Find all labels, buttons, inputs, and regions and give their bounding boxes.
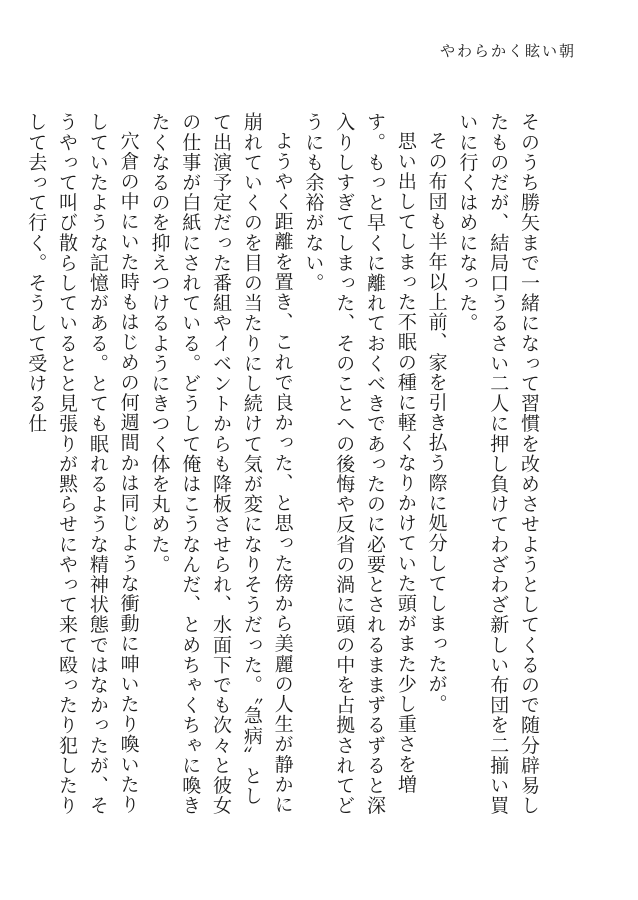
- paragraph: そのうち勝矢まで一緒になって習慣を改めさせようとしてくるので随分辟易したものだが、結局口うるさい二人に押し負けてわざわざ新しい布団を二揃い買いに行くはめになった。: [456, 112, 540, 816]
- paragraph: その布団も半年以上前、家を引き払う際に処分してしまったが。: [425, 131, 448, 714]
- running-header-title: やわらかく眩い朝: [439, 42, 576, 60]
- paragraph: ようやく距離を置き、これで良かった、と思った傍から美麗の人生が静かに崩れていくのを目の当たりにし続けて気が変になりそうだった。〝急病〟として出演予定だった番組やイベントからも降板させられ、水面下でも次々と彼女の仕事が白紙にされている。どうして俺はこうなんだ、とめちゃくちゃに喚きたくなるのを抑えつけるようにきつく体を丸めた。: [148, 112, 294, 816]
- paragraph: 思い出してしまった不眠の種に軽くなりかけていた頭がまた少し重さを増す。もっと早くに離れておくべきであったのに必要とされるままずるずると深入りしすぎてしまった、そのことへの後悔や反省の渦に頭の中を占拠されてどうにも余裕がない。: [302, 112, 417, 816]
- paragraph: 穴倉の中にいた時もはじめの何週間かは同じような衝動に呻いたり喚いたりしていたような記憶がある。とても眠れるような精神状態ではなかったが、そうやって叫び散らしているとと見張りが黙らせにやって来て殴ったり犯したりして去って行く。そうして受ける仕: [25, 112, 140, 816]
- body-text: [25, 112, 544, 817]
